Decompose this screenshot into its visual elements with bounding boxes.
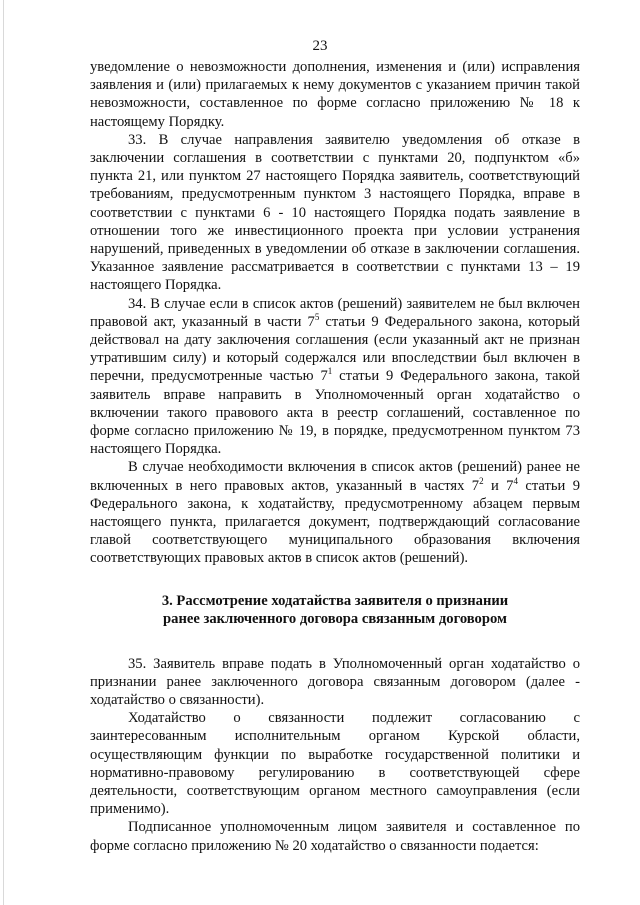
paragraph-34 — [90, 295, 580, 459]
page-number: 23 — [312, 38, 328, 54]
paragraph-35-third: Подписанное уполномоченным лицом заявителя и составленное по форме согласно приложению № 20 ходатайство о связанности подается: — [90, 819, 580, 854]
section-heading-line-1: 3. Рассмотрение ходатайства заявителя о признании — [161, 592, 509, 609]
paragraph-34-second-text-a: В случае необходимости включения в список актов (решений) ранее не включенных в него правовых актов, указанный в частях 7 — [90, 459, 580, 494]
section-heading-line-2: ранее заключенного договора связанным договором — [163, 611, 507, 628]
superscript: 2 — [479, 475, 484, 486]
superscript: 5 — [314, 311, 320, 322]
paragraph-34-second — [90, 458, 580, 567]
paragraph-33: 33. В случае направления заявителю уведомления об отказе в заключении соглашения в соответствии с пунктами 20, подпунктом «б» пункта 21, или пунктом 27 настоящего Порядка заявитель, соответствующий требованиям, предусмотренным пунктом 3 настоящего Порядка, вправе в соответствии с пунктами 6 - 10 настоящего Порядка подать заявление в отношении того же инвестиционного проекта при условии устранения нарушений, приведенных в уведомлении об отказе в заключении соглашения. Указанное заявление рассматривается в соответствии с пунктами 13 – 19 настоящего Порядка. — [90, 131, 580, 294]
paragraph-34-second-text-c: статьи 9 Федерального закона, к ходатайству, предусмотренному абзацем первым настоящего пункта, прилагается документ, подтверждающий согласование главой соответствующего муниципального образования включения соответствующих правовых актов в список актов (решений). — [90, 477, 580, 567]
superscript: 4 — [513, 475, 518, 486]
paragraph-34-second-text-b: и 7 — [483, 477, 514, 494]
section-heading — [90, 592, 580, 629]
paragraph-continuation: уведомление о невозможности дополнения, изменения и (или) исправления заявления и (или) прилагаемых к нему документов с указанием причин такой невозможности, составленное по форме согласно приложению № 18 к настоящему Порядку. — [90, 59, 580, 130]
paragraph-34-text-b: статьи 9 Федерального закона, который действовал на дату заключения соглашения (если указанный акт не признан утратившим силу) и который содержался или впоследствии был включен в перечни, предусмотренные частью 7 — [90, 313, 580, 385]
scan-edge-line — [3, 0, 4, 905]
document-body — [90, 58, 580, 855]
superscript: 1 — [327, 366, 333, 377]
paragraph-34-text-a: 34. В случае если в список актов (решений) заявителем не был включен правовой акт, указанный в части 7 — [90, 295, 580, 330]
paragraph-34-text-c: статьи 9 Федерального закона, такой заявитель вправе направить в Уполномоченный орган ходатайство о включении такого правового акта в реестр соглашений, составленное по форме согласно приложению № 19, в порядке, предусмотренном пунктом 73 настоящего Порядка. — [90, 368, 580, 458]
paragraph-35-second: Ходатайство о связанности подлежит согласованию с заинтересованным исполнительным органом Курской области, осуществляющим функции по выработке государственной политики и нормативно-правовому регулированию в соответствующей сфере деятельности, соответствующим органом местного самоуправления (если применимо). — [90, 710, 580, 818]
paragraph-35: 35. Заявитель вправе подать в Уполномоченный орган ходатайство о признании ранее заключенного договора связанным договором (далее - ходатайство о связанности). — [90, 655, 580, 708]
